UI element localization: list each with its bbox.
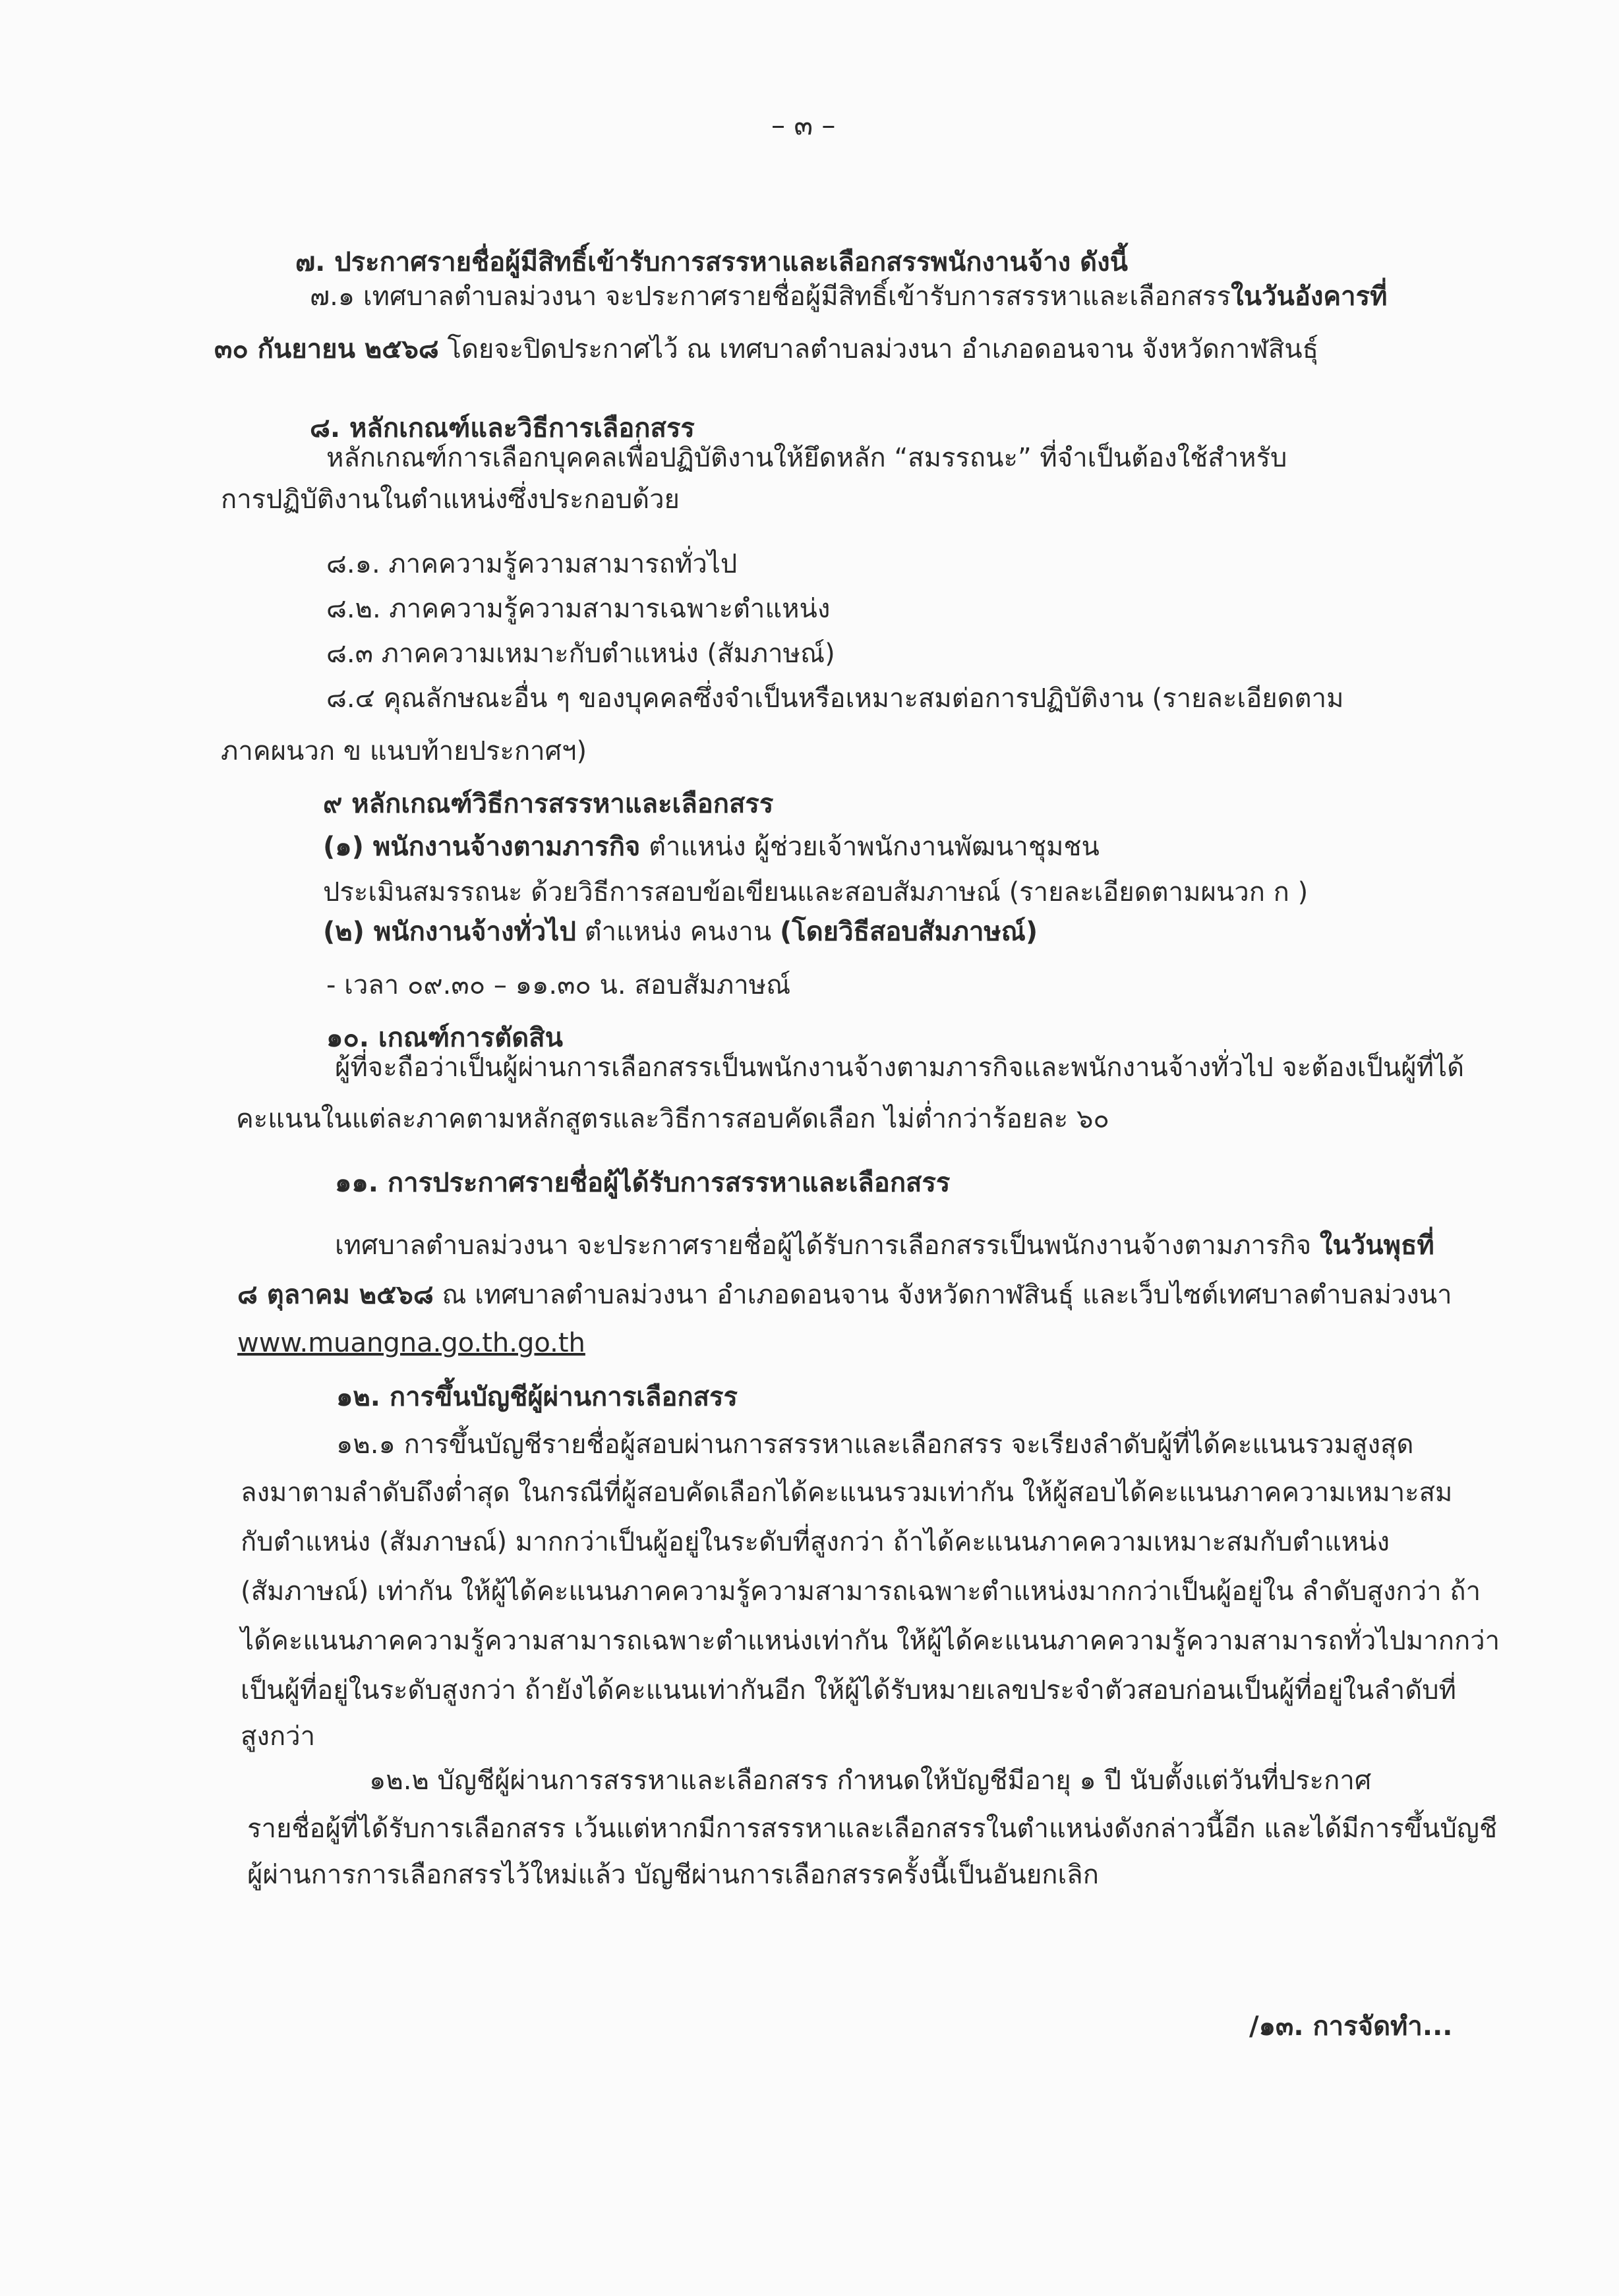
section-8-heading: ๘. หลักเกณฑ์และวิธีการเลือกสรร (310, 413, 695, 444)
section-7-heading: ๗. ประกาศรายชื่อผู้มีสิทธิ์เข้ารับการสรรหาและเลือกสรรพนักงานจ้าง ดังนี้ (295, 247, 1128, 277)
section-10-para-line-2: คะแนนในแต่ละภาคตามหลักสูตรและวิธีการสอบคัดเลือก ไม่ต่ำกว่าร้อยละ ๖๐ (236, 1104, 1109, 1134)
section-12-1-line-5: ได้คะแนนภาคความรู้ความสามารถเฉพาะตำแหน่งเท่ากัน ให้ผู้ได้คะแนนภาคความรู้ความสามารถทั่วไปมากกว่า (241, 1626, 1500, 1656)
section-11-para-line-1: เทศบาลตำบลม่วงนา จะประกาศรายชื่อผู้ได้รับการเลือกสรรเป็นพนักงานจ้างตามภารกิจ ในวันพุธที่ (335, 1230, 1434, 1261)
section-12-2-line-3: ผู้ผ่านการการเลือกสรรไว้ใหม่แล้ว บัญชีผ่านการเลือกสรรครั้งนี้เป็นอันยกเลิก (247, 1860, 1099, 1890)
section-12-1-line-3: กับตำแหน่ง (สัมภาษณ์) มากกว่าเป็นผู้อยู่ในระดับที่สูงกว่า ถ้าได้คะแนนภาคความเหมาะสมกับตำแหน่ง (241, 1527, 1390, 1557)
section-12-1-line-6: เป็นผู้ที่อยู่ในระดับสูงกว่า ถ้ายังได้คะแนนเท่ากันอีก ให้ผู้ได้รับหมายเลขประจำตัวสอบก่อนเป็นผู้ที่อยู่ในลำดับที่ (241, 1675, 1456, 1706)
section-12-1-line-4: (สัมภาษณ์) เท่ากัน ให้ผู้ได้คะแนนภาคความรู้ความสามารถเฉพาะตำแหน่งมากกว่าเป็นผู้อยู่ใน ลำดับสูงกว่า ถ้า (241, 1576, 1481, 1607)
section-12-1-line-2: ลงมาตามลำดับถึงต่ำสุด ในกรณีที่ผู้สอบคัดเลือกได้คะแนนรวมเท่ากัน ให้ผู้สอบได้คะแนนภาคความเหมาะสม (241, 1478, 1453, 1508)
municipality-website-link[interactable]: www.muangna.go.th.go.th (237, 1328, 585, 1358)
continuation-note: /๑๓. การจัดทำ... (1249, 2011, 1453, 2042)
section-8-item-3: ๘.๓ ภาคความเหมาะกับตำแหน่ง (สัมภาษณ์) (326, 639, 835, 669)
section-9-line-4: - เวลา ๐๙.๓๐ – ๑๑.๓๐ น. สอบสัมภาษณ์ (326, 970, 791, 1000)
section-8-intro-line-1: หลักเกณฑ์การเลือกบุคคลเพื่อปฏิบัติงานให้ยึดหลัก “สมรรถนะ” ที่จำเป็นต้องใช้สำหรับ (326, 443, 1287, 473)
section-12-2-line-2: รายชื่อผู้ที่ได้รับการเลือกสรร เว้นแต่หากมีการสรรหาและเลือกสรรในตำแหน่งดังกล่าวนี้อีก และได้มีการขึ้นบัญชี (247, 1814, 1498, 1844)
section-11-heading: ๑๑. การประกาศรายชื่อผู้ได้รับการสรรหาและเลือกสรร (335, 1168, 951, 1198)
section-10-heading: ๑๐. เกณฑ์การตัดสิน (326, 1023, 564, 1053)
page-number: – ๓ – (771, 109, 836, 141)
section-12-1-line-1: ๑๒.๑ การขึ้นบัญชีรายชื่อผู้สอบผ่านการสรรหาและเลือกสรร จะเรียงลำดับผู้ที่ได้คะแนนรวมสูงสุด (336, 1429, 1414, 1460)
section-12-heading: ๑๒. การขึ้นบัญชีผู้ผ่านการเลือกสรร (336, 1382, 738, 1412)
section-9-line-3: (๒) พนักงานจ้างทั่วไป ตำแหน่ง คนงาน (โดยวิธีสอบสัมภาษณ์) (323, 917, 1038, 947)
section-11-para-line-2: ๘ ตุลาคม ๒๕๖๘ ณ เทศบาลตำบลม่วงนา อำเภอดอนจาน จังหวัดกาฬสินธุ์ และเว็บไซต์เทศบาลตำบลม่วงนา (237, 1280, 1452, 1310)
section-10-para-line-1: ผู้ที่จะถือว่าเป็นผู้ผ่านการเลือกสรรเป็นพนักงานจ้างตามภารกิจและพนักงานจ้างทั่วไป จะต้องเป็นผู้ที่ได้ (335, 1052, 1465, 1083)
section-8-item-2: ๘.๒. ภาคความรู้ความสามารเฉพาะตำแหน่ง (326, 594, 831, 624)
section-8-item-4: ๘.๔ คุณลักษณะอื่น ๆ ของบุคคลซึ่งจำเป็นหรือเหมาะสมต่อการปฏิบัติงาน (รายละเอียดตาม (326, 683, 1344, 714)
section-8-item-1: ๘.๑. ภาคความรู้ความสามารถทั่วไป (326, 549, 738, 579)
section-12-2-line-1: ๑๒.๒ บัญชีผู้ผ่านการสรรหาและเลือกสรร กำหนดให้บัญชีมีอายุ ๑ ปี นับตั้งแต่วันที่ประกาศ (369, 1765, 1372, 1796)
section-12-1-line-7: สูงกว่า (241, 1721, 316, 1752)
section-9-line-1: (๑) พนักงานจ้างตามภารกิจ ตำแหน่ง ผู้ช่วยเจ้าพนักงานพัฒนาชุมชน (323, 832, 1100, 862)
section-9-heading: ๙ หลักเกณฑ์วิธีการสรรหาและเลือกสรร (323, 789, 774, 819)
section-9-line-2: ประเมินสมรรถนะ ด้วยวิธีการสอบข้อเขียนและสอบสัมภาษณ์ (รายละเอียดตามผนวก ก ) (323, 877, 1309, 907)
section-7-para-line-2: ๓๐ กันยายน ๒๕๖๘ โดยจะปิดประกาศไว้ ณ เทศบาลตำบลม่วงนา อำเภอดอนจาน จังหวัดกาฬสินธุ์ (214, 334, 1319, 364)
section-8-item-4-cont: ภาคผนวก ข แนบท้ายประกาศฯ) (221, 736, 587, 766)
section-7-para-line-1: ๗.๑ เทศบาลตำบลม่วงนา จะประกาศรายชื่อผู้มีสิทธิ์เข้ารับการสรรหาและเลือกสรรในวันอังคารที่ (310, 281, 1388, 312)
section-8-intro-line-2: การปฏิบัติงานในตำแหน่งซึ่งประกอบด้วย (221, 484, 680, 515)
